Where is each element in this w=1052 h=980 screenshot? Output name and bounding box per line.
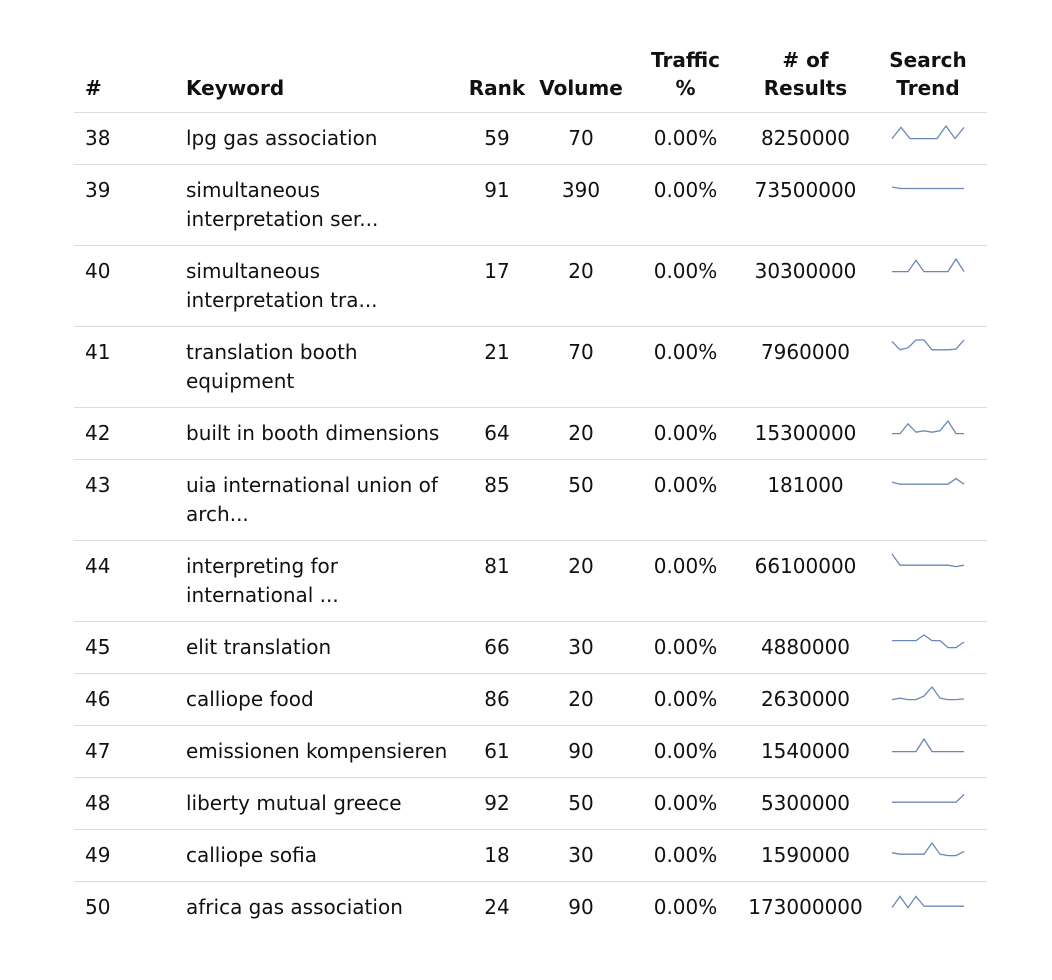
sparkline-path: [892, 896, 964, 907]
search-trend-sparkline: [891, 841, 965, 859]
search-trend-sparkline: [891, 471, 965, 489]
search-trend-sparkline: [891, 176, 965, 194]
traffic-cell: 0.00%: [629, 408, 742, 460]
row-number: 50: [85, 895, 111, 919]
table-header: [74, 40, 987, 113]
traffic-cell: 0.00%: [629, 246, 742, 327]
traffic-cell: 0.00%: [629, 778, 742, 830]
rank-cell: 61: [461, 726, 533, 778]
header-results-label-2: Results: [763, 76, 848, 100]
volume-cell: 90: [568, 895, 594, 919]
keyword-cell: built in booth dimensions: [186, 408, 461, 460]
results-cell: 73500000: [742, 165, 869, 246]
search-trend-cell: [869, 674, 987, 726]
table-row: [74, 327, 987, 408]
keyword-cell: africa gas association: [186, 895, 403, 919]
search-trend-cell: [869, 165, 987, 246]
results-cell: 173000000: [748, 895, 863, 919]
traffic-cell: 0.00%: [629, 726, 742, 778]
row-number: 47: [74, 726, 186, 778]
table-row: [74, 541, 987, 622]
results-cell: 1590000: [742, 830, 869, 882]
volume-cell: 20: [533, 541, 629, 622]
keyword-cell: translation booth equipment: [186, 327, 461, 408]
search-trend-cell: [869, 541, 987, 622]
row-number: 48: [74, 778, 186, 830]
traffic-cell: 0.00%: [629, 460, 742, 541]
search-trend-sparkline: [891, 419, 965, 437]
results-cell: 2630000: [742, 674, 869, 726]
volume-cell: 30: [533, 622, 629, 674]
sparkline-path: [892, 259, 964, 272]
traffic-cell: 0.00%: [629, 674, 742, 726]
header-volume: [533, 40, 629, 113]
rank-cell: 81: [461, 541, 533, 622]
keyword-cell: calliope sofia: [186, 830, 461, 882]
table-row: [74, 726, 987, 778]
results-cell: 66100000: [742, 541, 869, 622]
row-number: 40: [74, 246, 186, 327]
header-num-label: #: [85, 76, 102, 100]
sparkline-path: [892, 340, 964, 350]
rank-cell: 21: [461, 327, 533, 408]
volume-cell: 50: [533, 460, 629, 541]
table-row: [74, 165, 987, 246]
sparkline-path: [892, 843, 964, 856]
traffic-cell: 0.00%: [629, 622, 742, 674]
rank-cell: 18: [461, 830, 533, 882]
header-search-trend: [869, 40, 987, 113]
results-cell: 30300000: [742, 246, 869, 327]
rank-cell: 86: [461, 674, 533, 726]
volume-cell: 70: [533, 113, 629, 165]
search-trend-cell: [869, 460, 987, 541]
search-trend-sparkline: [891, 552, 965, 570]
search-trend-cell: [869, 778, 987, 830]
sparkline-path: [892, 739, 964, 752]
keyword-cell: elit translation: [186, 622, 461, 674]
sparkline-path: [892, 421, 964, 434]
traffic-cell: 0.00%: [653, 895, 718, 919]
keyword-cell: simultaneous interpretation ser...: [186, 165, 461, 246]
table-row: [74, 460, 987, 541]
sparkline-path: [892, 126, 964, 139]
sparkline-path: [892, 687, 964, 700]
rank-cell: 24: [484, 895, 510, 919]
header-results: [742, 40, 869, 113]
rank-cell: 92: [461, 778, 533, 830]
search-trend-cell: [869, 408, 987, 460]
keyword-ranking-table: [74, 40, 987, 933]
traffic-cell: 0.00%: [629, 830, 742, 882]
keyword-cell: emissionen kompensieren: [186, 726, 461, 778]
volume-cell: 20: [533, 674, 629, 726]
table-body: [74, 113, 987, 934]
volume-cell: 20: [533, 246, 629, 327]
header-trend-label-2: Trend: [896, 76, 960, 100]
search-trend-cell: [869, 830, 987, 882]
table-row: [74, 830, 987, 882]
header-traffic-label-2: %: [675, 76, 696, 100]
volume-cell: 390: [533, 165, 629, 246]
sparkline-path: [892, 795, 964, 803]
header-results-label-1: # of: [782, 48, 829, 72]
search-trend-cell: [869, 622, 987, 674]
traffic-cell: 0.00%: [629, 165, 742, 246]
volume-cell: 70: [533, 327, 629, 408]
header-traffic: [629, 40, 742, 113]
row-number: 42: [74, 408, 186, 460]
table-row: [74, 246, 987, 327]
header-num: [74, 40, 186, 113]
row-number: 46: [74, 674, 186, 726]
volume-cell: 20: [533, 408, 629, 460]
table-row: [74, 882, 987, 934]
table-row: [74, 408, 987, 460]
header-keyword-label: Keyword: [186, 76, 285, 100]
search-trend-sparkline: [891, 257, 965, 275]
row-number: 49: [74, 830, 186, 882]
sparkline-path: [892, 187, 964, 188]
traffic-cell: 0.00%: [629, 327, 742, 408]
volume-cell: 90: [533, 726, 629, 778]
row-number: 45: [74, 622, 186, 674]
keyword-cell: interpreting for international ...: [186, 541, 461, 622]
header-trend-label-1: Search: [889, 48, 967, 72]
table-row: [74, 622, 987, 674]
search-trend-sparkline: [891, 789, 965, 807]
row-number: 43: [74, 460, 186, 541]
rank-cell: 17: [461, 246, 533, 327]
keyword-cell: uia international union of arch...: [186, 460, 461, 541]
search-trend-cell: [869, 327, 987, 408]
results-cell: 1540000: [742, 726, 869, 778]
row-number: 39: [74, 165, 186, 246]
row-number: 44: [74, 541, 186, 622]
results-cell: 8250000: [742, 113, 869, 165]
header-volume-label: Volume: [539, 76, 623, 100]
keyword-table-container: [74, 40, 976, 933]
search-trend-cell: [869, 113, 987, 165]
table-row: [74, 778, 987, 830]
row-number: 41: [74, 327, 186, 408]
rank-cell: 59: [461, 113, 533, 165]
rank-cell: 91: [461, 165, 533, 246]
header-row: [74, 40, 987, 113]
header-rank-label: Rank: [468, 76, 526, 100]
traffic-cell: 0.00%: [629, 541, 742, 622]
header-keyword: [186, 40, 461, 113]
results-cell: 181000: [742, 460, 869, 541]
results-cell: 5300000: [742, 778, 869, 830]
sparkline-path: [892, 635, 964, 648]
results-cell: 7960000: [742, 327, 869, 408]
search-trend-cell: [869, 246, 987, 327]
keyword-cell: calliope food: [186, 674, 461, 726]
keyword-cell: liberty mutual greece: [186, 778, 461, 830]
volume-cell: 50: [533, 778, 629, 830]
results-cell: 4880000: [742, 622, 869, 674]
search-trend-sparkline: [891, 737, 965, 755]
header-rank: [461, 40, 533, 113]
search-trend-sparkline: [891, 124, 965, 142]
search-trend-cell: [869, 726, 987, 778]
rank-cell: 85: [461, 460, 533, 541]
keyword-cell: simultaneous interpretation tra...: [186, 246, 461, 327]
search-trend-sparkline: [891, 685, 965, 703]
sparkline-path: [892, 479, 964, 485]
table-row: [74, 113, 987, 165]
rank-cell: 66: [461, 622, 533, 674]
results-cell: 15300000: [742, 408, 869, 460]
rank-cell: 64: [461, 408, 533, 460]
sparkline-path: [892, 554, 964, 567]
search-trend-sparkline: [891, 338, 965, 356]
table-row: [74, 674, 987, 726]
volume-cell: 30: [533, 830, 629, 882]
search-trend-cell: [869, 882, 987, 934]
row-number: 38: [74, 113, 186, 165]
search-trend-sparkline: [891, 893, 965, 911]
traffic-cell: 0.00%: [629, 113, 742, 165]
keyword-cell: lpg gas association: [186, 113, 461, 165]
search-trend-sparkline: [891, 633, 965, 651]
header-traffic-label-1: Traffic: [651, 48, 720, 72]
